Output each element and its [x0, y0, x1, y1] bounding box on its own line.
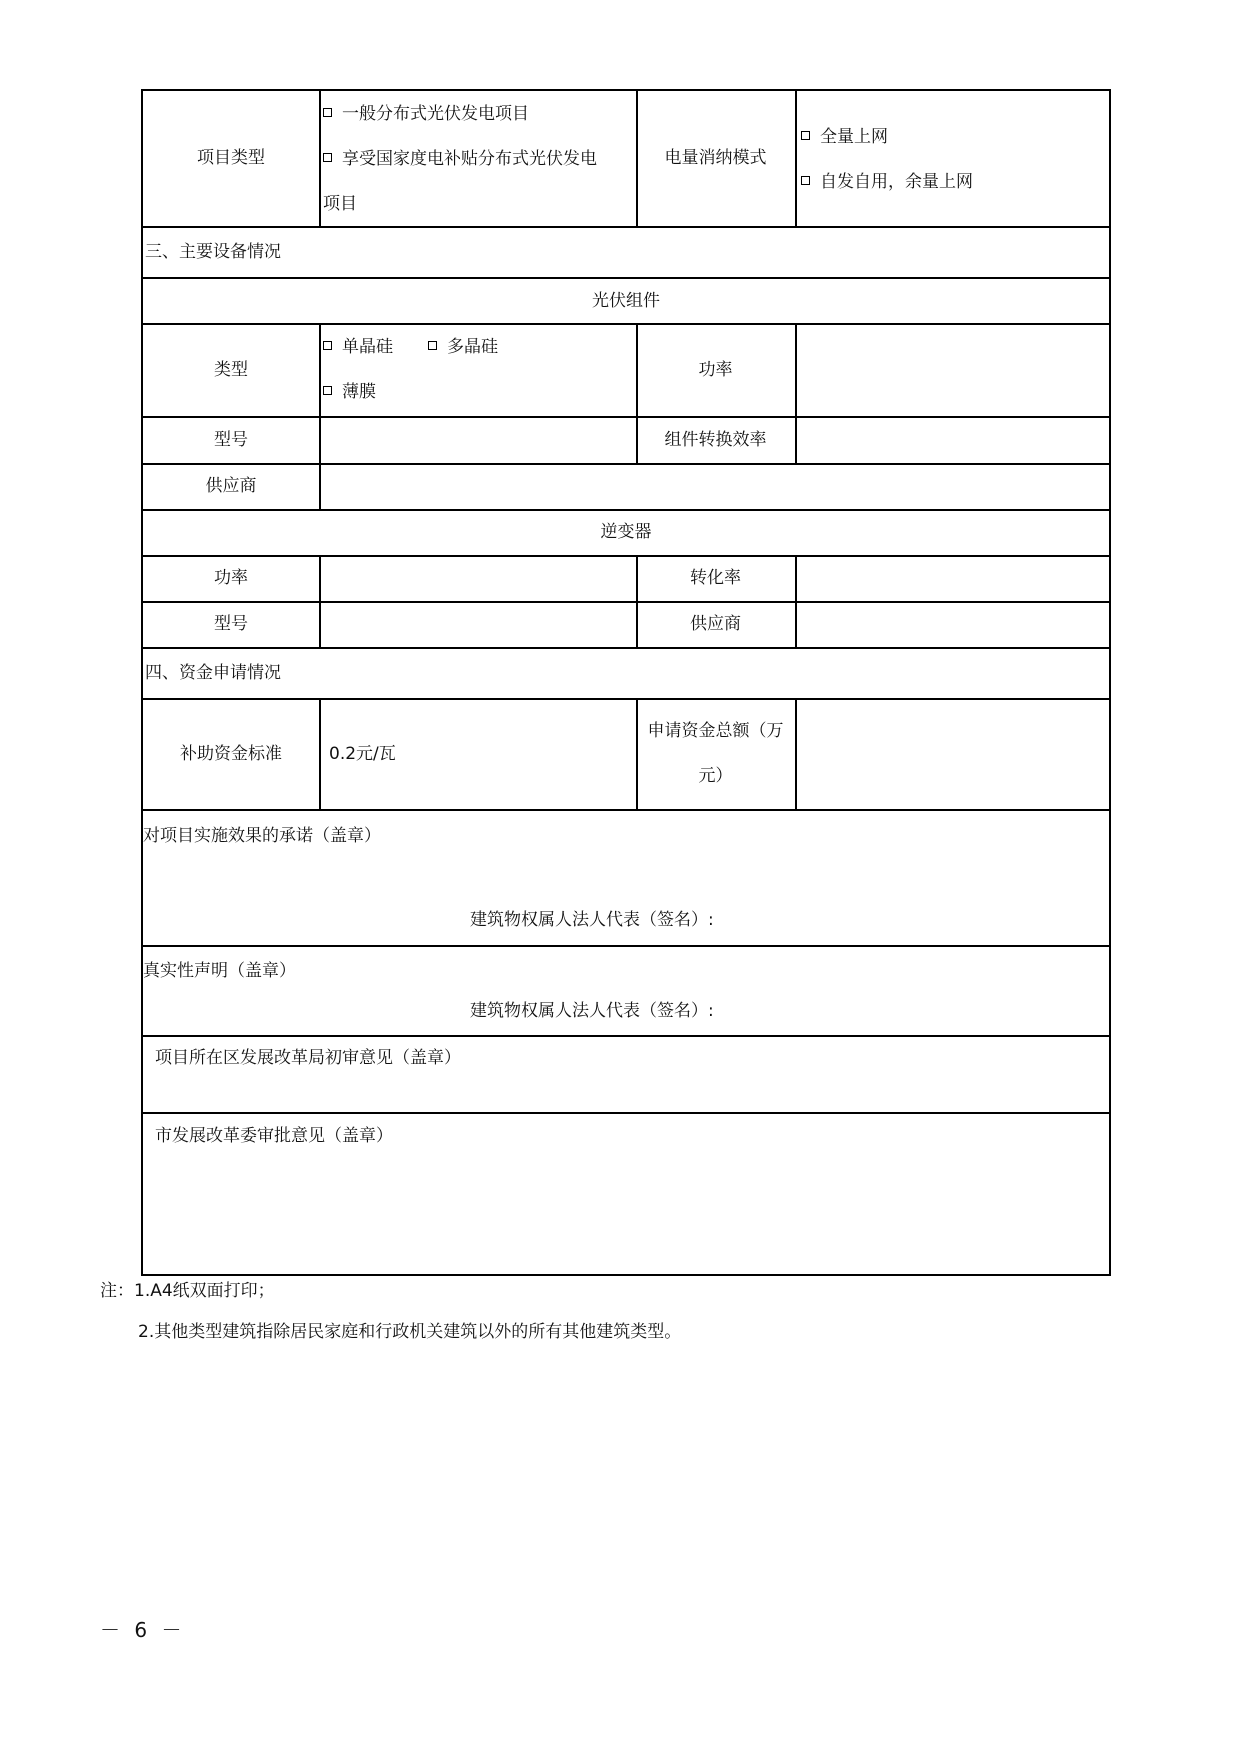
row-divider — [143, 277, 1109, 279]
project-type-label: 项目类型 — [197, 148, 265, 168]
commitment-title: 对项目实施效果的承诺（盖章） — [143, 826, 381, 846]
inverter-model-label: 型号 — [214, 614, 248, 634]
subsidy-standard-value: 0.2元/瓦 — [329, 744, 396, 764]
inverter-header: 逆变器 — [600, 522, 652, 542]
pv-type-option-thin-film[interactable]: 薄膜 — [323, 381, 376, 403]
checkbox-icon[interactable] — [801, 131, 810, 140]
commitment-signature-label: 建筑物权属人法人代表（签名）: — [470, 910, 714, 930]
application-form-table — [141, 89, 1111, 1276]
pv-power-label: 功率 — [698, 360, 733, 380]
col-divider — [319, 91, 321, 226]
row-divider — [143, 1035, 1109, 1037]
project-type-option-subsidized[interactable]: 享受国家度电补贴分布式光伏发电 — [323, 148, 597, 170]
pv-supplier-label: 供应商 — [205, 476, 257, 496]
authenticity-title: 真实性声明（盖章） — [143, 961, 296, 981]
inverter-power-label: 功率 — [214, 568, 248, 588]
pv-type-option-mono[interactable]: 单晶硅 — [323, 336, 393, 358]
row-divider — [143, 416, 1109, 418]
inverter-conversion-label: 转化率 — [690, 568, 741, 588]
col-divider — [795, 323, 797, 463]
row-divider — [143, 509, 1109, 511]
pv-efficiency-label: 组件转换效率 — [664, 430, 767, 450]
col-divider — [636, 698, 638, 809]
col-divider — [795, 91, 797, 226]
pv-model-label: 型号 — [214, 430, 248, 450]
row-divider — [143, 809, 1109, 811]
col-divider — [319, 555, 321, 647]
checkbox-icon[interactable] — [428, 341, 437, 350]
row-divider — [143, 945, 1109, 947]
row-divider — [143, 463, 1109, 465]
total-amount-label-line2: 元） — [698, 766, 733, 786]
total-amount-label-line1: 申请资金总额（万 — [647, 721, 784, 741]
row-divider — [143, 555, 1109, 557]
note-line-2: 2.其他类型建筑指除居民家庭和行政机关建筑以外的所有其他建筑类型。 — [138, 1322, 682, 1342]
row-divider — [143, 323, 1109, 325]
col-divider — [319, 698, 321, 809]
subsidy-standard-label: 补助资金标准 — [180, 744, 282, 764]
checkbox-icon[interactable] — [323, 341, 332, 350]
col-divider — [795, 555, 797, 647]
row-divider — [143, 698, 1109, 700]
district-opinion-label: 项目所在区发展改革局初审意见（盖章） — [155, 1048, 461, 1068]
checkbox-icon[interactable] — [801, 176, 810, 185]
section-4-title: 四、资金申请情况 — [145, 663, 281, 683]
city-opinion-label: 市发展改革委审批意见（盖章） — [155, 1126, 393, 1146]
row-divider — [143, 1112, 1109, 1114]
inverter-supplier-label: 供应商 — [690, 614, 741, 634]
row-divider — [143, 647, 1109, 649]
consumption-option-self-use[interactable]: 自发自用，余量上网 — [801, 171, 973, 193]
project-type-option-general[interactable]: 一般分布式光伏发电项目 — [323, 103, 529, 125]
project-type-option-subsidized-cont: 项目 — [323, 194, 357, 214]
checkbox-icon[interactable] — [323, 386, 332, 395]
col-divider — [795, 698, 797, 809]
pv-type-option-poly[interactable]: 多晶硅 — [428, 336, 498, 358]
pv-modules-header: 光伏组件 — [592, 291, 660, 311]
col-divider — [319, 323, 321, 509]
note-line-1: 注：1.A4纸双面打印； — [100, 1281, 275, 1301]
checkbox-icon[interactable] — [323, 153, 332, 162]
pv-type-label: 类型 — [214, 360, 248, 380]
page-number: － 6 － — [100, 1618, 186, 1642]
consumption-option-full-grid[interactable]: 全量上网 — [801, 126, 888, 148]
section-3-title: 三、主要设备情况 — [145, 242, 281, 262]
row-divider — [143, 226, 1109, 228]
authenticity-signature-label: 建筑物权属人法人代表（签名）: — [470, 1001, 714, 1021]
row-divider — [143, 601, 1109, 603]
checkbox-icon[interactable] — [323, 108, 332, 117]
consumption-mode-label: 电量消纳模式 — [664, 148, 767, 168]
